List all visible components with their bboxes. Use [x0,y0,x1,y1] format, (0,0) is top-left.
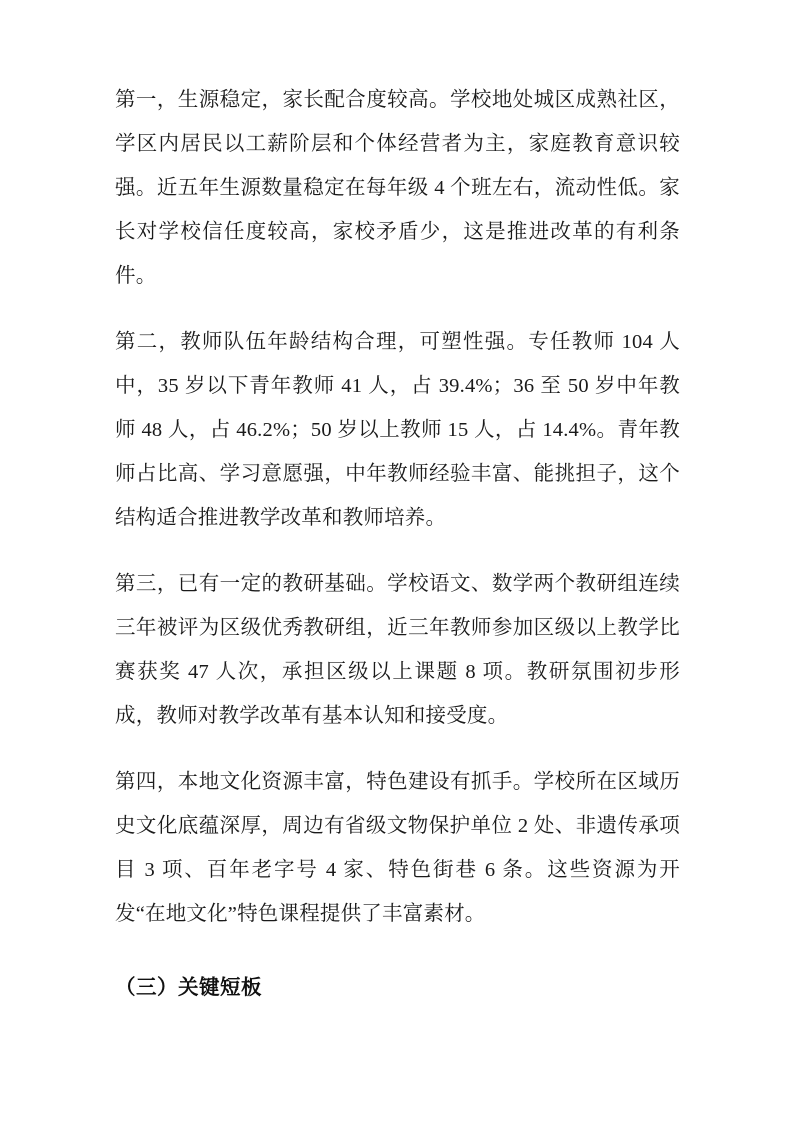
section-heading: （三）关键短板 [115,977,262,999]
paragraph-3: 第三，已有一定的教研基础。学校语文、数学两个教研组连续三年被评为区级优秀教研组，近三年教师参加区级以上教学比赛获奖 47 人次，承担区级以上课题 8 项。教研氛围初步形成，教师对教学改革有基本认知和接受度。 [115,573,680,727]
paragraph-2: 第二，教师队伍年龄结构合理，可塑性强。专任教师 104 人中，35 岁以下青年教师 41 人，占 39.4%；36 至 50 岁中年教师 48 人，占 46.2%；50 岁以上教师 15 人，占 14.4%。青年教师占比高、学习意愿强，中年教师经验丰富、能挑担子，这个结构适合推进教学改革和教师培养。 [115,331,680,529]
paragraph-1: 第一，生源稳定，家长配合度较高。学校地处城区成熟社区，学区内居民以工薪阶层和个体经营者为主，家庭教育意识较强。近五年生源数量稳定在每年级 4 个班左右，流动性低。家长对学校信任度较高，家校矛盾少，这是推进改革的有利条件。 [115,89,680,287]
document-body [115,78,680,1010]
paragraph-4: 第四，本地文化资源丰富，特色建设有抓手。学校所在区域历史文化底蕴深厚，周边有省级文物保护单位 2 处、非遗传承项目 3 项、百年老字号 4 家、特色街巷 6 条。这些资源为开发“在地文化”特色课程提供了丰富素材。 [115,771,680,925]
